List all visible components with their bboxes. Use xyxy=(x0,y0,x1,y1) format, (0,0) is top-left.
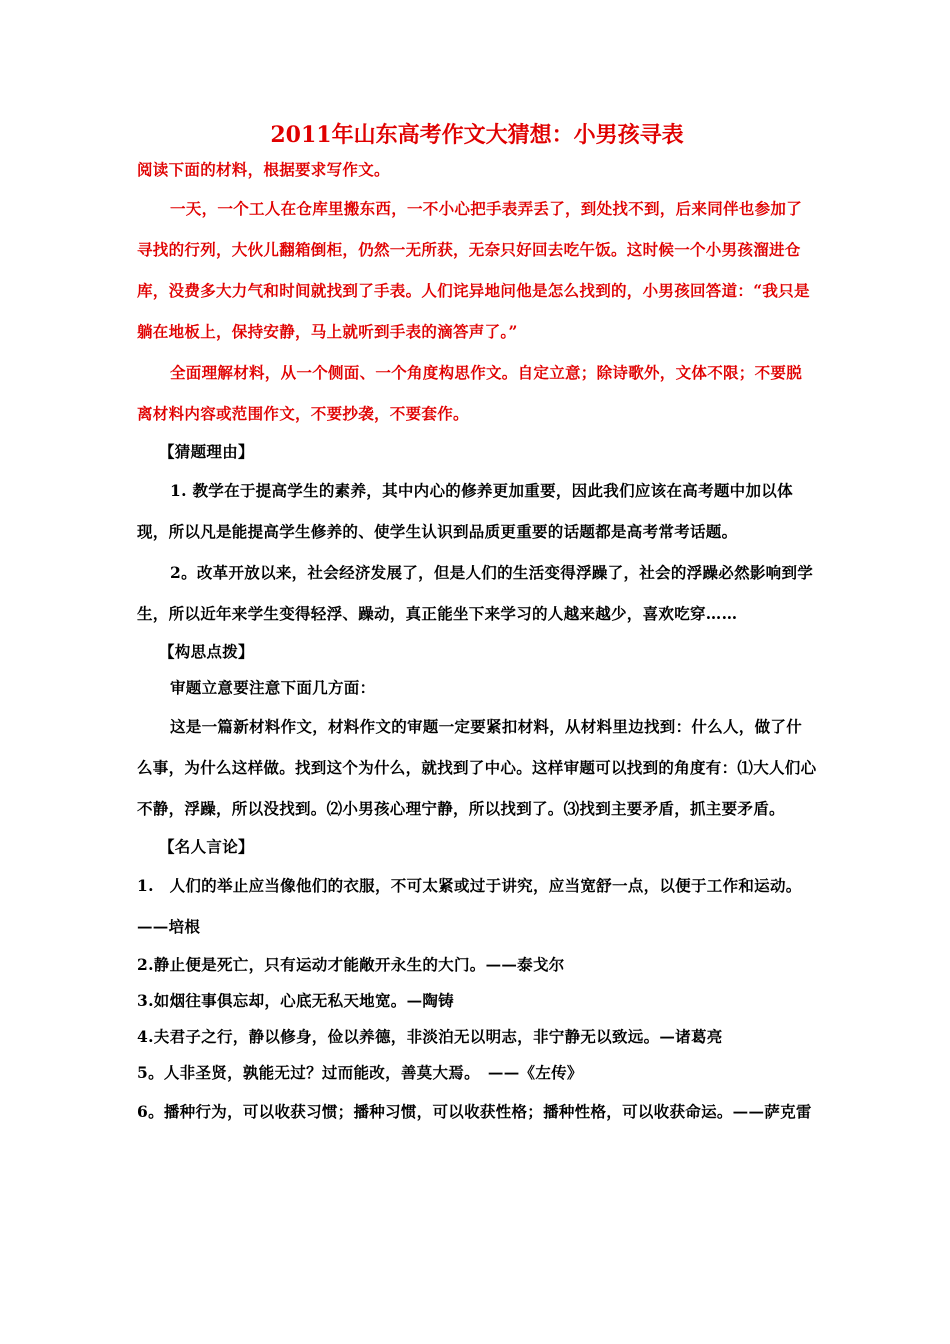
guidance-body: 这是一篇新材料作文，材料作文的审题一定要紧扣材料，从材料里边找到：什么人，做了什么事，为什么这样做。找到这个为什么，就找到了中心。这样审题可以找到的角度有：⑴大人们心不静，浮躁，所以没找到。⑵小男孩心理宁静，所以找到了。⑶找到主要矛盾，抓主要矛盾。 xyxy=(137,717,817,818)
material-intro: 阅读下面的材料，根据要求写作文。 xyxy=(137,160,390,179)
reason-item: 2。改革开放以来，社会经济发展了，但是人们的生活变得浮躁了，社会的浮躁必然影响到学生，所以近年来学生变得轻浮、躁动，真正能坐下来学习的人越来越少，喜欢吃穿…… xyxy=(137,563,814,623)
reasons-heading: 【猜题理由】 xyxy=(159,442,254,461)
material-requirement: 全面理解材料，从一个侧面、一个角度构思作文。自定立意；除诗歌外，文体不限；不要脱离材料内容或范围作文，不要抄袭，不要套作。 xyxy=(137,363,803,423)
guidance-heading: 【构思点拨】 xyxy=(159,642,254,661)
quotes-heading: 【名人言论】 xyxy=(159,837,254,856)
quote-item: 3.如烟往事俱忘却，心底无私天地宽。—陶铸 xyxy=(137,991,454,1010)
quote-item: 5。人非圣贤，孰能无过？过而能改，善莫大焉。 ——《左传》 xyxy=(137,1063,583,1082)
quote-item: 2.静止便是死亡，只有运动才能敞开永生的大门。——泰戈尔 xyxy=(137,955,565,974)
material-story: 一天，一个工人在仓库里搬东西，一不小心把手表弄丢了，到处找不到，后来同伴也参加了寻找的行列，大伙儿翻箱倒柜，仍然一无所获，无奈只好回去吃午饭。这时候一个小男孩溜进仓库，没费多大力气和时间就找到了手表。人们诧异地问他是怎么找到的，小男孩回答道：“我只是躺在地板上，保持安静，马上就听到手表的滴答声了。” xyxy=(137,199,810,341)
quote-item: 4.夫君子之行，静以修身，俭以养德，非淡泊无以明志，非宁静无以致远。—诸葛亮 xyxy=(137,1027,723,1046)
quote-item: 1. 人们的举止应当像他们的衣服，不可太紧或过于讲究，应当宽舒一点，以便于工作和运动。——培根 xyxy=(137,876,802,936)
guidance-lead: 审题立意要注意下面几方面： xyxy=(170,678,376,697)
document-page xyxy=(137,118,817,1132)
reason-item: 1. 教学在于提高学生的素养，其中内心的修养更加重要，因此我们应该在高考题中加以体现，所以凡是能提高学生修养的、使学生认识到品质更重要的话题都是高考常考话题。 xyxy=(137,481,793,541)
quote-item: 6。播种行为，可以收获习惯；播种习惯，可以收获性格；播种性格，可以收获命运。——萨克雷 xyxy=(137,1102,812,1121)
document-title: 2011年山东高考作文大猜想：小男孩寻表 xyxy=(270,122,684,148)
